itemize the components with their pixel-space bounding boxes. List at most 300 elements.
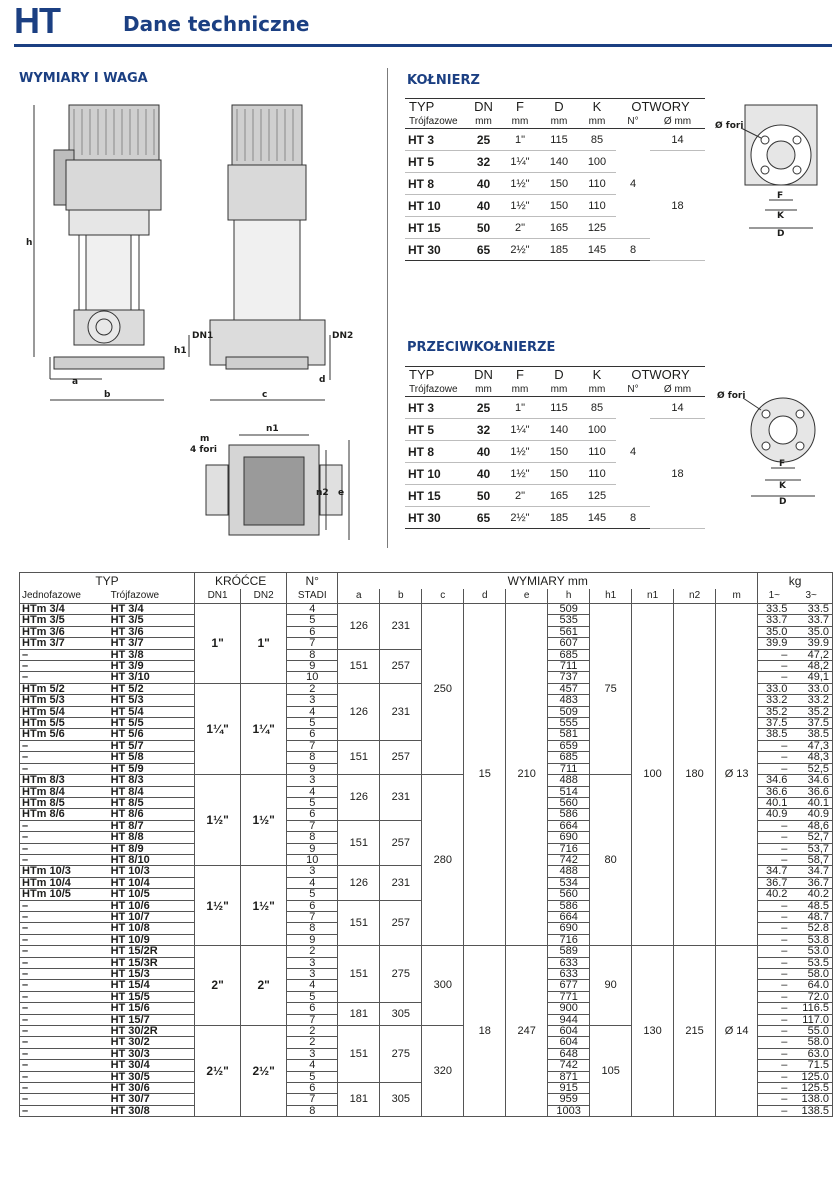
cell-h1: 90 — [590, 946, 632, 1026]
col-header-f: F — [500, 367, 540, 383]
cell-trojfazowe: HT 5/5 — [109, 718, 195, 729]
cell-k: 125 — [578, 485, 616, 507]
cell-dn1: 1" — [195, 604, 241, 684]
cell-h: 509 — [548, 604, 590, 615]
cell-d: 115 — [540, 129, 578, 151]
subheader: 3~ — [790, 589, 832, 604]
cell-trojfazowe: HT 10/8 — [109, 923, 195, 934]
subheader: 1~ — [758, 589, 791, 604]
cell-h: 900 — [548, 1003, 590, 1014]
cell-stadi: 5 — [287, 615, 338, 626]
cell-trojfazowe: HT 3/9 — [109, 661, 195, 672]
cell-trojfazowe: HT 5/6 — [109, 729, 195, 740]
cell-k: 100 — [578, 419, 616, 441]
dim-label-dn2: DN2 — [332, 331, 354, 341]
cell-h: 561 — [548, 626, 590, 637]
cell-jednofazowe: HTm 3/4 — [20, 604, 109, 615]
cell-kg-1ph: – — [758, 661, 791, 672]
cell-kg-1ph: – — [758, 1037, 791, 1048]
cell-jednofazowe: – — [20, 854, 109, 865]
cell-jednofazowe: – — [20, 1014, 109, 1025]
cell-jednofazowe: – — [20, 969, 109, 980]
subheader: Ø mm — [650, 114, 705, 129]
cell-kg-1ph: – — [758, 763, 791, 774]
cell-a: 126 — [338, 866, 380, 900]
cell-h: 742 — [548, 854, 590, 865]
counterflange-label-k: K — [779, 481, 786, 491]
cell-stadi: 4 — [287, 786, 338, 797]
cell-stadi: 3 — [287, 775, 338, 786]
col-header-d: D — [540, 367, 578, 383]
cell-kg-3ph: 35.0 — [790, 626, 832, 637]
cell-jednofazowe: – — [20, 1105, 109, 1116]
cell-dn1: 2½" — [195, 1026, 241, 1117]
dim-label-e: e — [338, 488, 345, 498]
cell-h: 871 — [548, 1071, 590, 1082]
cell-d: 115 — [540, 397, 578, 419]
cell-trojfazowe: HT 5/8 — [109, 752, 195, 763]
cell-stadi: 2 — [287, 1026, 338, 1037]
cell-stadi: 5 — [287, 1071, 338, 1082]
cell-kg-3ph: 52,5 — [790, 763, 832, 774]
subheader: mm — [500, 382, 540, 397]
cell-b: 305 — [380, 1083, 422, 1117]
cell-jednofazowe: – — [20, 980, 109, 991]
cell-f: 1½" — [500, 441, 540, 463]
cell-trojfazowe: HT 30/2R — [109, 1026, 195, 1037]
cell-h: 711 — [548, 661, 590, 672]
cell-holes-n: 4 — [616, 397, 650, 507]
cell-stadi: 8 — [287, 832, 338, 843]
cell-kg-3ph: 36.6 — [790, 786, 832, 797]
cell-h: 716 — [548, 934, 590, 945]
cell-stadi: 3 — [287, 957, 338, 968]
cell-h: 959 — [548, 1094, 590, 1105]
cell-b: 257 — [380, 740, 422, 774]
cell-trojfazowe: HT 10/9 — [109, 934, 195, 945]
cell-jednofazowe: – — [20, 911, 109, 922]
cell-kg-1ph: – — [758, 969, 791, 980]
cell-dn: 25 — [467, 129, 500, 151]
cell-m: Ø 14 — [716, 946, 758, 1117]
flange-row — [405, 151, 705, 173]
cell-kg-3ph: 58,7 — [790, 854, 832, 865]
cell-stadi: 4 — [287, 706, 338, 717]
cell-trojfazowe: HT 3/5 — [109, 615, 195, 626]
cell-stadi: 4 — [287, 877, 338, 888]
header-rule — [14, 44, 832, 47]
cell-a: 151 — [338, 740, 380, 774]
cell-f: 1½" — [500, 195, 540, 217]
cell-typ: HT 15 — [405, 217, 467, 239]
subheader: mm — [540, 382, 578, 397]
col-header-typ: TYP — [405, 367, 467, 383]
cell-kg-3ph: 49,1 — [790, 672, 832, 683]
subheader: mm — [467, 382, 500, 397]
cell-jednofazowe: HTm 8/4 — [20, 786, 109, 797]
subheader: DN2 — [241, 589, 287, 604]
cell-f: 1½" — [500, 173, 540, 195]
cell-jednofazowe: HTm 3/5 — [20, 615, 109, 626]
cell-stadi: 4 — [287, 980, 338, 991]
cell-kg-1ph: – — [758, 832, 791, 843]
cell-stadi: 3 — [287, 695, 338, 706]
cell-a: 126 — [338, 775, 380, 821]
cell-stadi: 8 — [287, 649, 338, 660]
flange-label-k: K — [777, 211, 784, 221]
cell-h: 581 — [548, 729, 590, 740]
cell-trojfazowe: HT 3/8 — [109, 649, 195, 660]
col-header-k: K — [578, 99, 616, 115]
cell-h: 604 — [548, 1026, 590, 1037]
cell-holes-n: 8 — [616, 507, 650, 529]
cell-kg-1ph: – — [758, 923, 791, 934]
subheader: Trójfazowe — [405, 382, 467, 397]
cell-h: 711 — [548, 763, 590, 774]
cell-e: 247 — [506, 946, 548, 1117]
cell-dn: 40 — [467, 173, 500, 195]
cell-kg-1ph: – — [758, 1083, 791, 1094]
cell-holes-n: 4 — [616, 129, 650, 239]
cell-holes-n: 8 — [616, 239, 650, 261]
cell-h: 664 — [548, 911, 590, 922]
counterflange-label-d: D — [779, 497, 787, 505]
cell-kg-1ph: 35.0 — [758, 626, 791, 637]
cell-h: 1003 — [548, 1105, 590, 1116]
subheader: Trójfazowe — [405, 114, 467, 129]
section-divider — [387, 68, 388, 548]
cell-kg-1ph: – — [758, 980, 791, 991]
cell-trojfazowe: HT 10/4 — [109, 877, 195, 888]
cell-b: 257 — [380, 900, 422, 946]
col-header-dn: DN — [467, 99, 500, 115]
cell-k: 110 — [578, 173, 616, 195]
cell-trojfazowe: HT 30/6 — [109, 1083, 195, 1094]
cell-kg-3ph: 71.5 — [790, 1060, 832, 1071]
cell-stadi: 8 — [287, 752, 338, 763]
counterflange-table — [405, 366, 705, 529]
cell-trojfazowe: HT 15/5 — [109, 991, 195, 1002]
cell-trojfazowe: HT 30/2 — [109, 1037, 195, 1048]
cell-trojfazowe: HT 15/6 — [109, 1003, 195, 1014]
cell-h: 586 — [548, 809, 590, 820]
subheader: mm — [578, 114, 616, 129]
cell-typ: HT 8 — [405, 173, 467, 195]
cell-jednofazowe: – — [20, 1003, 109, 1014]
cell-h: 607 — [548, 638, 590, 649]
cell-kg-1ph: – — [758, 1026, 791, 1037]
dim-label-c: c — [262, 390, 268, 400]
cell-stadi: 9 — [287, 661, 338, 672]
cell-jednofazowe: HTm 3/6 — [20, 626, 109, 637]
pump-drawing — [14, 95, 384, 555]
cell-b: 231 — [380, 866, 422, 900]
cell-c: 250 — [422, 604, 464, 775]
cell-dn2: 1½" — [241, 866, 287, 946]
col-header-typ: TYP — [405, 99, 467, 115]
subheader: mm — [467, 114, 500, 129]
cell-typ: HT 30 — [405, 239, 467, 261]
cell-kg-3ph: 34.7 — [790, 866, 832, 877]
cell-trojfazowe: HT 30/5 — [109, 1071, 195, 1082]
cell-kg-1ph: – — [758, 1094, 791, 1105]
cell-kg-3ph: 48.7 — [790, 911, 832, 922]
cell-stadi: 6 — [287, 626, 338, 637]
cell-h: 915 — [548, 1083, 590, 1094]
cell-kg-3ph: 35.2 — [790, 706, 832, 717]
cell-kg-1ph: – — [758, 740, 791, 751]
cell-stadi: 7 — [287, 820, 338, 831]
cell-k: 110 — [578, 463, 616, 485]
cell-h: 648 — [548, 1048, 590, 1059]
cell-kg-3ph: 63.0 — [790, 1048, 832, 1059]
cell-h: 677 — [548, 980, 590, 991]
cell-trojfazowe: HT 10/5 — [109, 889, 195, 900]
subheader: h — [548, 589, 590, 604]
cell-trojfazowe: HT 30/8 — [109, 1105, 195, 1116]
cell-kg-1ph: – — [758, 843, 791, 854]
cell-dn1: 1½" — [195, 775, 241, 866]
cell-trojfazowe: HT 30/7 — [109, 1094, 195, 1105]
cell-h: 509 — [548, 706, 590, 717]
cell-stadi: 3 — [287, 1048, 338, 1059]
flange-row — [405, 419, 705, 441]
cell-jednofazowe: – — [20, 991, 109, 1002]
cell-dn2: 2" — [241, 946, 287, 1026]
cell-stadi: 9 — [287, 763, 338, 774]
cell-stadi: 2 — [287, 1037, 338, 1048]
cell-kg-3ph: 52.8 — [790, 923, 832, 934]
cell-kg-1ph: 34.6 — [758, 775, 791, 786]
cell-kg-1ph: – — [758, 820, 791, 831]
cell-d: 140 — [540, 419, 578, 441]
cell-stadi: 4 — [287, 604, 338, 615]
cell-stadi: 2 — [287, 683, 338, 694]
cell-h: 690 — [548, 923, 590, 934]
table-row — [20, 604, 833, 615]
cell-kg-1ph: – — [758, 900, 791, 911]
cell-a: 151 — [338, 900, 380, 946]
cell-kg-3ph: 47,2 — [790, 649, 832, 660]
cell-kg-3ph: 39.9 — [790, 638, 832, 649]
col-header-d: D — [540, 99, 578, 115]
cell-trojfazowe: HT 15/3 — [109, 969, 195, 980]
cell-kg-3ph: 53,7 — [790, 843, 832, 854]
cell-h1: 75 — [590, 604, 632, 775]
cell-h: 685 — [548, 752, 590, 763]
subheader: Ø mm — [650, 382, 705, 397]
cell-kg-1ph: – — [758, 1003, 791, 1014]
cell-b: 305 — [380, 1003, 422, 1026]
cell-trojfazowe: HT 15/3R — [109, 957, 195, 968]
cell-kg-1ph: 39.9 — [758, 638, 791, 649]
cell-kg-1ph: – — [758, 1071, 791, 1082]
cell-kg-3ph: 40.1 — [790, 797, 832, 808]
header-wymiary: WYMIARY mm — [338, 573, 758, 590]
header-krocce: KRÓĆCE — [195, 573, 287, 590]
cell-h: 586 — [548, 900, 590, 911]
cell-dn: 40 — [467, 441, 500, 463]
cell-typ: HT 10 — [405, 463, 467, 485]
cell-stadi: 7 — [287, 911, 338, 922]
cell-trojfazowe: HT 5/3 — [109, 695, 195, 706]
cell-a: 181 — [338, 1003, 380, 1026]
cell-typ: HT 3 — [405, 397, 467, 419]
cell-dn2: 1¼" — [241, 683, 287, 774]
cell-kg-1ph: – — [758, 1105, 791, 1116]
cell-d: 150 — [540, 463, 578, 485]
flange-drawing — [713, 100, 828, 240]
cell-dn: 32 — [467, 419, 500, 441]
cell-stadi: 5 — [287, 718, 338, 729]
cell-jednofazowe: – — [20, 820, 109, 831]
cell-kg-1ph: – — [758, 1014, 791, 1025]
cell-stadi: 8 — [287, 1105, 338, 1116]
cell-trojfazowe: HT 8/7 — [109, 820, 195, 831]
cell-kg-3ph: 38.5 — [790, 729, 832, 740]
cell-trojfazowe: HT 8/8 — [109, 832, 195, 843]
cell-f: 2½" — [500, 239, 540, 261]
cell-h: 604 — [548, 1037, 590, 1048]
cell-typ: HT 10 — [405, 195, 467, 217]
cell-typ: HT 3 — [405, 129, 467, 151]
cell-kg-1ph: 40.1 — [758, 797, 791, 808]
cell-k: 85 — [578, 129, 616, 151]
cell-h: 483 — [548, 695, 590, 706]
subheader: a — [338, 589, 380, 604]
subheader: N° — [616, 114, 650, 129]
cell-f: 1" — [500, 129, 540, 151]
cell-dn2: 1½" — [241, 775, 287, 866]
cell-stadi: 5 — [287, 991, 338, 1002]
cell-jednofazowe: HTm 10/5 — [20, 889, 109, 900]
cell-dn: 32 — [467, 151, 500, 173]
cell-stadi: 8 — [287, 923, 338, 934]
dim-label-holes: 4 fori — [190, 445, 218, 455]
cell-a: 151 — [338, 649, 380, 683]
cell-kg-1ph: – — [758, 649, 791, 660]
cell-dn: 65 — [467, 507, 500, 529]
cell-stadi: 6 — [287, 1083, 338, 1094]
cell-dn2: 2½" — [241, 1026, 287, 1117]
cell-stadi: 3 — [287, 866, 338, 877]
cell-d: 150 — [540, 173, 578, 195]
cell-kg-1ph: – — [758, 1048, 791, 1059]
cell-h: 716 — [548, 843, 590, 854]
cell-jednofazowe: – — [20, 1060, 109, 1071]
cell-kg-3ph: 117.0 — [790, 1014, 832, 1025]
section-counterflange-title: PRZECIWKOŁNIERZE — [407, 340, 556, 355]
cell-k: 125 — [578, 217, 616, 239]
cell-jednofazowe: HTm 5/4 — [20, 706, 109, 717]
dim-label-h1: h1 — [174, 346, 187, 356]
cell-kg-3ph: 125.0 — [790, 1071, 832, 1082]
subheader: n1 — [632, 589, 674, 604]
cell-jednofazowe: – — [20, 1071, 109, 1082]
cell-stadi: 5 — [287, 797, 338, 808]
cell-kg-1ph: 33.7 — [758, 615, 791, 626]
cell-kg-1ph: 33.5 — [758, 604, 791, 615]
subheader: mm — [540, 114, 578, 129]
page-title: Dane techniczne — [123, 12, 310, 36]
dim-label-dn1: DN1 — [192, 331, 214, 341]
flange-label-d: D — [777, 229, 785, 239]
cell-kg-3ph: 33.0 — [790, 683, 832, 694]
cell-kg-3ph: 48,2 — [790, 661, 832, 672]
flange-row — [405, 129, 705, 151]
cell-jednofazowe: HTm 5/2 — [20, 683, 109, 694]
cell-kg-1ph: – — [758, 752, 791, 763]
cell-dn: 50 — [467, 217, 500, 239]
cell-kg-1ph: – — [758, 854, 791, 865]
flange-row — [405, 397, 705, 419]
cell-kg-3ph: 72.0 — [790, 991, 832, 1002]
cell-d: 165 — [540, 485, 578, 507]
cell-h: 944 — [548, 1014, 590, 1025]
cell-jednofazowe: HTm 5/6 — [20, 729, 109, 740]
cell-f: 2" — [500, 485, 540, 507]
subheader: m — [716, 589, 758, 604]
cell-b: 275 — [380, 946, 422, 1003]
cell-b: 275 — [380, 1026, 422, 1083]
cell-m: Ø 13 — [716, 604, 758, 946]
subheader: N° — [616, 382, 650, 397]
subheader: Jednofazowe — [20, 589, 109, 604]
subheader: DN1 — [195, 589, 241, 604]
cell-kg-1ph: 36.7 — [758, 877, 791, 888]
cell-h: 534 — [548, 877, 590, 888]
cell-trojfazowe: HT 15/7 — [109, 1014, 195, 1025]
cell-n2: 180 — [674, 604, 716, 946]
cell-kg-3ph: 37.5 — [790, 718, 832, 729]
cell-typ: HT 8 — [405, 441, 467, 463]
cell-kg-3ph: 48.5 — [790, 900, 832, 911]
cell-jednofazowe: – — [20, 832, 109, 843]
cell-b: 231 — [380, 604, 422, 650]
cell-f: 1¼" — [500, 151, 540, 173]
cell-n1: 100 — [632, 604, 674, 946]
cell-jednofazowe: – — [20, 923, 109, 934]
cell-jednofazowe: – — [20, 649, 109, 660]
cell-kg-1ph: 40.2 — [758, 889, 791, 900]
cell-trojfazowe: HT 8/3 — [109, 775, 195, 786]
cell-kg-1ph: – — [758, 934, 791, 945]
cell-kg-3ph: 125.5 — [790, 1083, 832, 1094]
cell-k: 145 — [578, 239, 616, 261]
cell-kg-1ph: 40.9 — [758, 809, 791, 820]
cell-b: 231 — [380, 775, 422, 821]
cell-kg-3ph: 40.9 — [790, 809, 832, 820]
cell-trojfazowe: HT 15/2R — [109, 946, 195, 957]
cell-kg-3ph: 55.0 — [790, 1026, 832, 1037]
cell-dn: 65 — [467, 239, 500, 261]
cell-d: 185 — [540, 507, 578, 529]
cell-typ: HT 15 — [405, 485, 467, 507]
cell-jednofazowe: – — [20, 1048, 109, 1059]
cell-kg-3ph: 33.5 — [790, 604, 832, 615]
flange-label-holes: Ø fori — [715, 121, 744, 131]
subheader: h1 — [590, 589, 632, 604]
cell-stadi: 7 — [287, 638, 338, 649]
cell-kg-3ph: 48,3 — [790, 752, 832, 763]
cell-kg-1ph: – — [758, 946, 791, 957]
cell-kg-3ph: 34.6 — [790, 775, 832, 786]
cell-jednofazowe: HTm 8/6 — [20, 809, 109, 820]
dimensions-weight-table — [19, 572, 833, 1117]
cell-kg-1ph: 36.6 — [758, 786, 791, 797]
cell-n2: 215 — [674, 946, 716, 1117]
cell-typ: HT 5 — [405, 151, 467, 173]
